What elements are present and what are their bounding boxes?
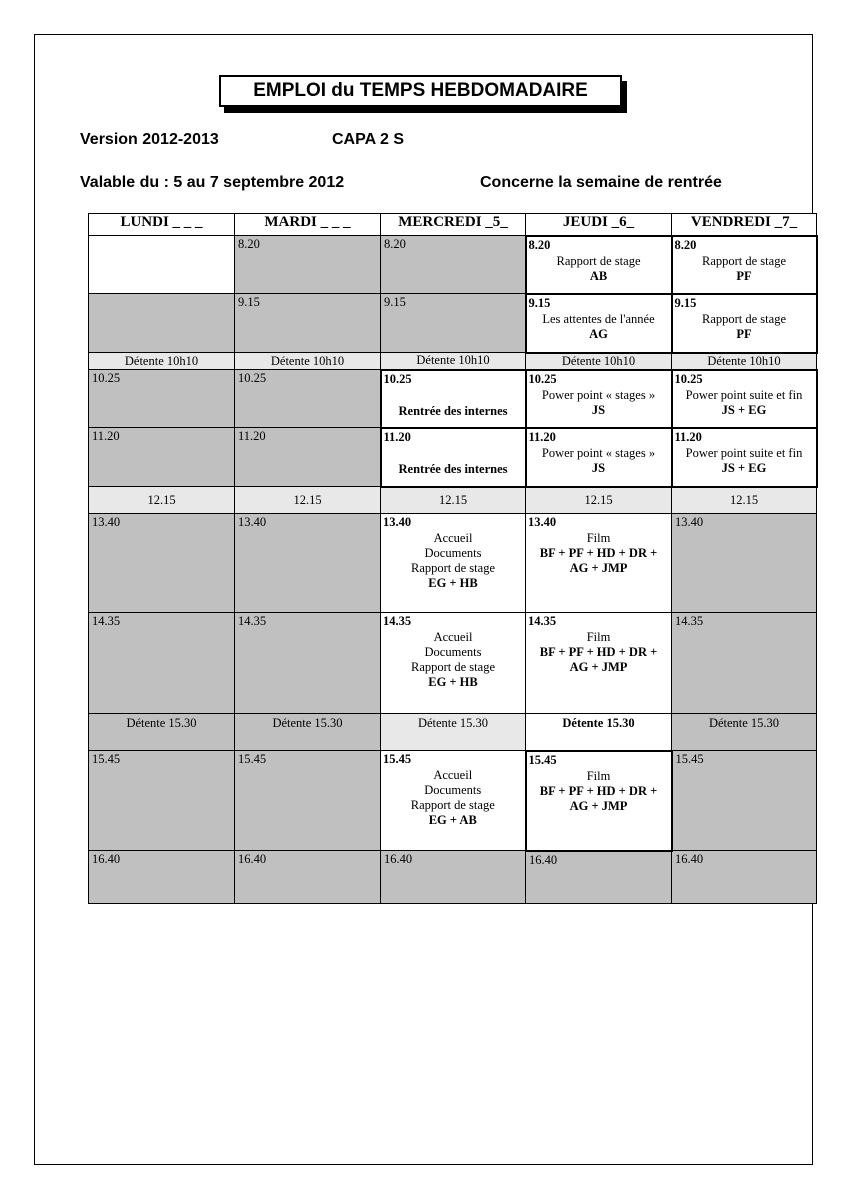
slot-time: 8.20 <box>528 237 551 252</box>
lunch-cell: 12.15 <box>672 487 817 514</box>
break-cell: Détente 10h10 <box>89 353 235 370</box>
slot-time: 16.40 <box>529 852 558 867</box>
event-line: Accueil <box>433 630 473 644</box>
cell-mon-1120 <box>89 428 235 487</box>
slot-time: 14.35 <box>92 614 121 628</box>
event-title: Rentrée des internes <box>398 403 508 418</box>
validity-label: Valable du : 5 au 7 septembre 2012 <box>80 174 345 191</box>
event-teacher: AG <box>589 326 608 341</box>
concerns-label: Concerne la semaine de rentrée <box>480 174 722 191</box>
slot-time: 16.40 <box>675 852 704 866</box>
slot-time: 13.40 <box>528 515 557 529</box>
slot-time: 11.20 <box>528 429 556 444</box>
lunch-cell: 12.15 <box>89 487 235 514</box>
day-header-thursday: JEUDI _6_ <box>526 214 672 236</box>
slot-time: 10.25 <box>92 371 121 385</box>
event-title: Power point « stages » <box>541 445 656 460</box>
break-cell: Détente 15.30 <box>235 714 381 751</box>
event-teacher: JS + EG <box>721 460 767 475</box>
cell-fri-1545 <box>672 751 817 851</box>
slot-time: 16.40 <box>92 852 121 866</box>
day-header-tuesday: MARDI _ _ _ <box>235 214 381 236</box>
slot-time: 9.15 <box>238 295 260 309</box>
event-line: Documents <box>424 546 482 560</box>
slot-time: 11.20 <box>383 429 411 444</box>
cell-thu-1120 <box>526 428 672 487</box>
break-cell: Détente 10h10 <box>526 353 672 370</box>
event-teacher: JS <box>591 402 606 417</box>
cell-mon-1545 <box>89 751 235 851</box>
event-teacher: AB <box>589 268 608 283</box>
cell-thu-820 <box>526 236 672 294</box>
cell-tue-1545 <box>235 751 381 851</box>
cell-thu-1545 <box>526 751 672 851</box>
day-header-monday: LUNDI _ _ _ <box>89 214 235 236</box>
event-teacher: PF <box>736 268 752 283</box>
event-teacher: BF + PF + HD + DR + <box>539 546 658 560</box>
cell-wed-915 <box>381 294 526 353</box>
cell-tue-1340 <box>235 514 381 613</box>
slot-time: 9.15 <box>674 295 697 310</box>
day-header-friday: VENDREDI _7_ <box>672 214 817 236</box>
event-title: Power point suite et fin <box>685 387 803 402</box>
cell-fri-1120 <box>672 428 817 487</box>
slot-time: 15.45 <box>92 752 121 766</box>
slot-time: 13.40 <box>238 515 267 529</box>
cell-fri-1340 <box>672 514 817 613</box>
event-title: Power point suite et fin <box>685 445 803 460</box>
break-cell: Détente 10h10 <box>672 353 817 370</box>
cell-mon-1435 <box>89 613 235 714</box>
event-title: Power point « stages » <box>541 387 656 402</box>
slot-time: 8.20 <box>674 237 697 252</box>
event-line: Rapport de stage <box>410 561 495 575</box>
cell-fri-1640 <box>672 851 817 904</box>
cell-wed-820 <box>381 236 526 294</box>
cell-mon-820 <box>89 236 235 294</box>
slot-time: 9.15 <box>384 295 406 309</box>
cell-mon-1640 <box>89 851 235 904</box>
slot-time: 11.20 <box>92 429 120 443</box>
cell-thu-1435 <box>526 613 672 714</box>
slot-time: 8.20 <box>384 237 406 251</box>
slot-time: 14.35 <box>675 614 704 628</box>
cell-tue-1120 <box>235 428 381 487</box>
slot-time: 13.40 <box>383 515 412 529</box>
lunch-cell: 12.15 <box>381 487 526 514</box>
cell-thu-1025 <box>526 370 672 428</box>
page-title: EMPLOI du TEMPS HEBDOMADAIRE <box>219 75 622 107</box>
cell-tue-1435 <box>235 613 381 714</box>
event-teacher: EG + HB <box>428 576 478 590</box>
event-teacher: EG + HB <box>428 675 478 689</box>
cell-tue-1640 <box>235 851 381 904</box>
cell-fri-1435 <box>672 613 817 714</box>
event-title: Rentrée des internes <box>398 461 508 476</box>
slot-time: 16.40 <box>384 852 413 866</box>
event-title: Film <box>586 531 611 545</box>
cell-mon-1340 <box>89 514 235 613</box>
event-line: Documents <box>424 645 482 659</box>
slot-time: 15.45 <box>675 752 704 766</box>
cell-wed-1435 <box>381 613 526 714</box>
cell-thu-1340 <box>526 514 672 613</box>
event-teacher: JS + EG <box>721 402 767 417</box>
event-teacher: BF + PF + HD + DR + <box>539 645 658 659</box>
event-teacher: AG + JMP <box>569 660 628 674</box>
event-title: Rapport de stage <box>556 253 641 268</box>
event-teacher: AG + JMP <box>569 798 628 813</box>
event-line: Rapport de stage <box>410 660 495 674</box>
cell-thu-1640 <box>526 851 672 904</box>
event-line: Accueil <box>433 531 473 545</box>
slot-time: 11.20 <box>674 429 702 444</box>
event-title: Rapport de stage <box>701 311 786 326</box>
lunch-cell: 12.15 <box>235 487 381 514</box>
slot-time: 9.15 <box>528 295 551 310</box>
slot-time: 11.20 <box>238 429 266 443</box>
break-cell: Détente 15.30 <box>672 714 817 751</box>
cell-fri-915 <box>672 294 817 353</box>
break-cell: Détente 15.30 <box>526 714 672 751</box>
cell-fri-820 <box>672 236 817 294</box>
slot-time: 14.35 <box>238 614 267 628</box>
break-cell: Détente 15.30 <box>381 714 526 751</box>
break-cell: Détente 10h10 <box>381 353 526 370</box>
cell-wed-1545 <box>381 751 526 851</box>
slot-time: 10.25 <box>383 371 412 386</box>
day-header-wednesday: MERCREDI _5_ <box>381 214 526 236</box>
class-label: CAPA 2 S <box>332 131 405 148</box>
event-teacher: JS <box>591 460 606 475</box>
slot-time: 8.20 <box>238 237 260 251</box>
slot-time: 10.25 <box>674 371 703 386</box>
cell-tue-1025 <box>235 370 381 428</box>
break-cell: Détente 10h10 <box>235 353 381 370</box>
cell-mon-915 <box>89 294 235 353</box>
slot-time: 10.25 <box>528 371 557 386</box>
event-line: Documents <box>424 783 482 797</box>
event-line: Rapport de stage <box>410 798 495 812</box>
slot-time: 15.45 <box>383 752 412 766</box>
event-title: Les attentes de l'année <box>542 311 655 326</box>
slot-time: 13.40 <box>92 515 121 529</box>
slot-time: 14.35 <box>528 614 557 628</box>
event-title: Film <box>586 630 611 644</box>
cell-mon-1025 <box>89 370 235 428</box>
cell-thu-915 <box>526 294 672 353</box>
cell-wed-1340 <box>381 514 526 613</box>
event-title: Rapport de stage <box>701 253 786 268</box>
event-teacher: AG + JMP <box>569 561 628 575</box>
event-teacher: BF + PF + HD + DR + <box>539 783 658 798</box>
slot-time: 14.35 <box>383 614 412 628</box>
cell-wed-1120 <box>381 428 526 487</box>
cell-fri-1025 <box>672 370 817 428</box>
slot-time: 15.45 <box>238 752 267 766</box>
event-teacher: PF <box>736 326 752 341</box>
event-title: Film <box>586 768 611 783</box>
lunch-cell: 12.15 <box>526 487 672 514</box>
timetable <box>88 213 818 904</box>
break-cell: Détente 15.30 <box>89 714 235 751</box>
event-teacher: EG + AB <box>428 813 477 827</box>
slot-time: 15.45 <box>528 752 557 767</box>
cell-wed-1025 <box>381 370 526 428</box>
cell-tue-820 <box>235 236 381 294</box>
cell-wed-1640 <box>381 851 526 904</box>
slot-time: 10.25 <box>238 371 267 385</box>
version-label: Version 2012-2013 <box>80 131 219 148</box>
slot-time: 16.40 <box>238 852 267 866</box>
event-line: Accueil <box>433 768 473 782</box>
slot-time: 13.40 <box>675 515 704 529</box>
cell-tue-915 <box>235 294 381 353</box>
